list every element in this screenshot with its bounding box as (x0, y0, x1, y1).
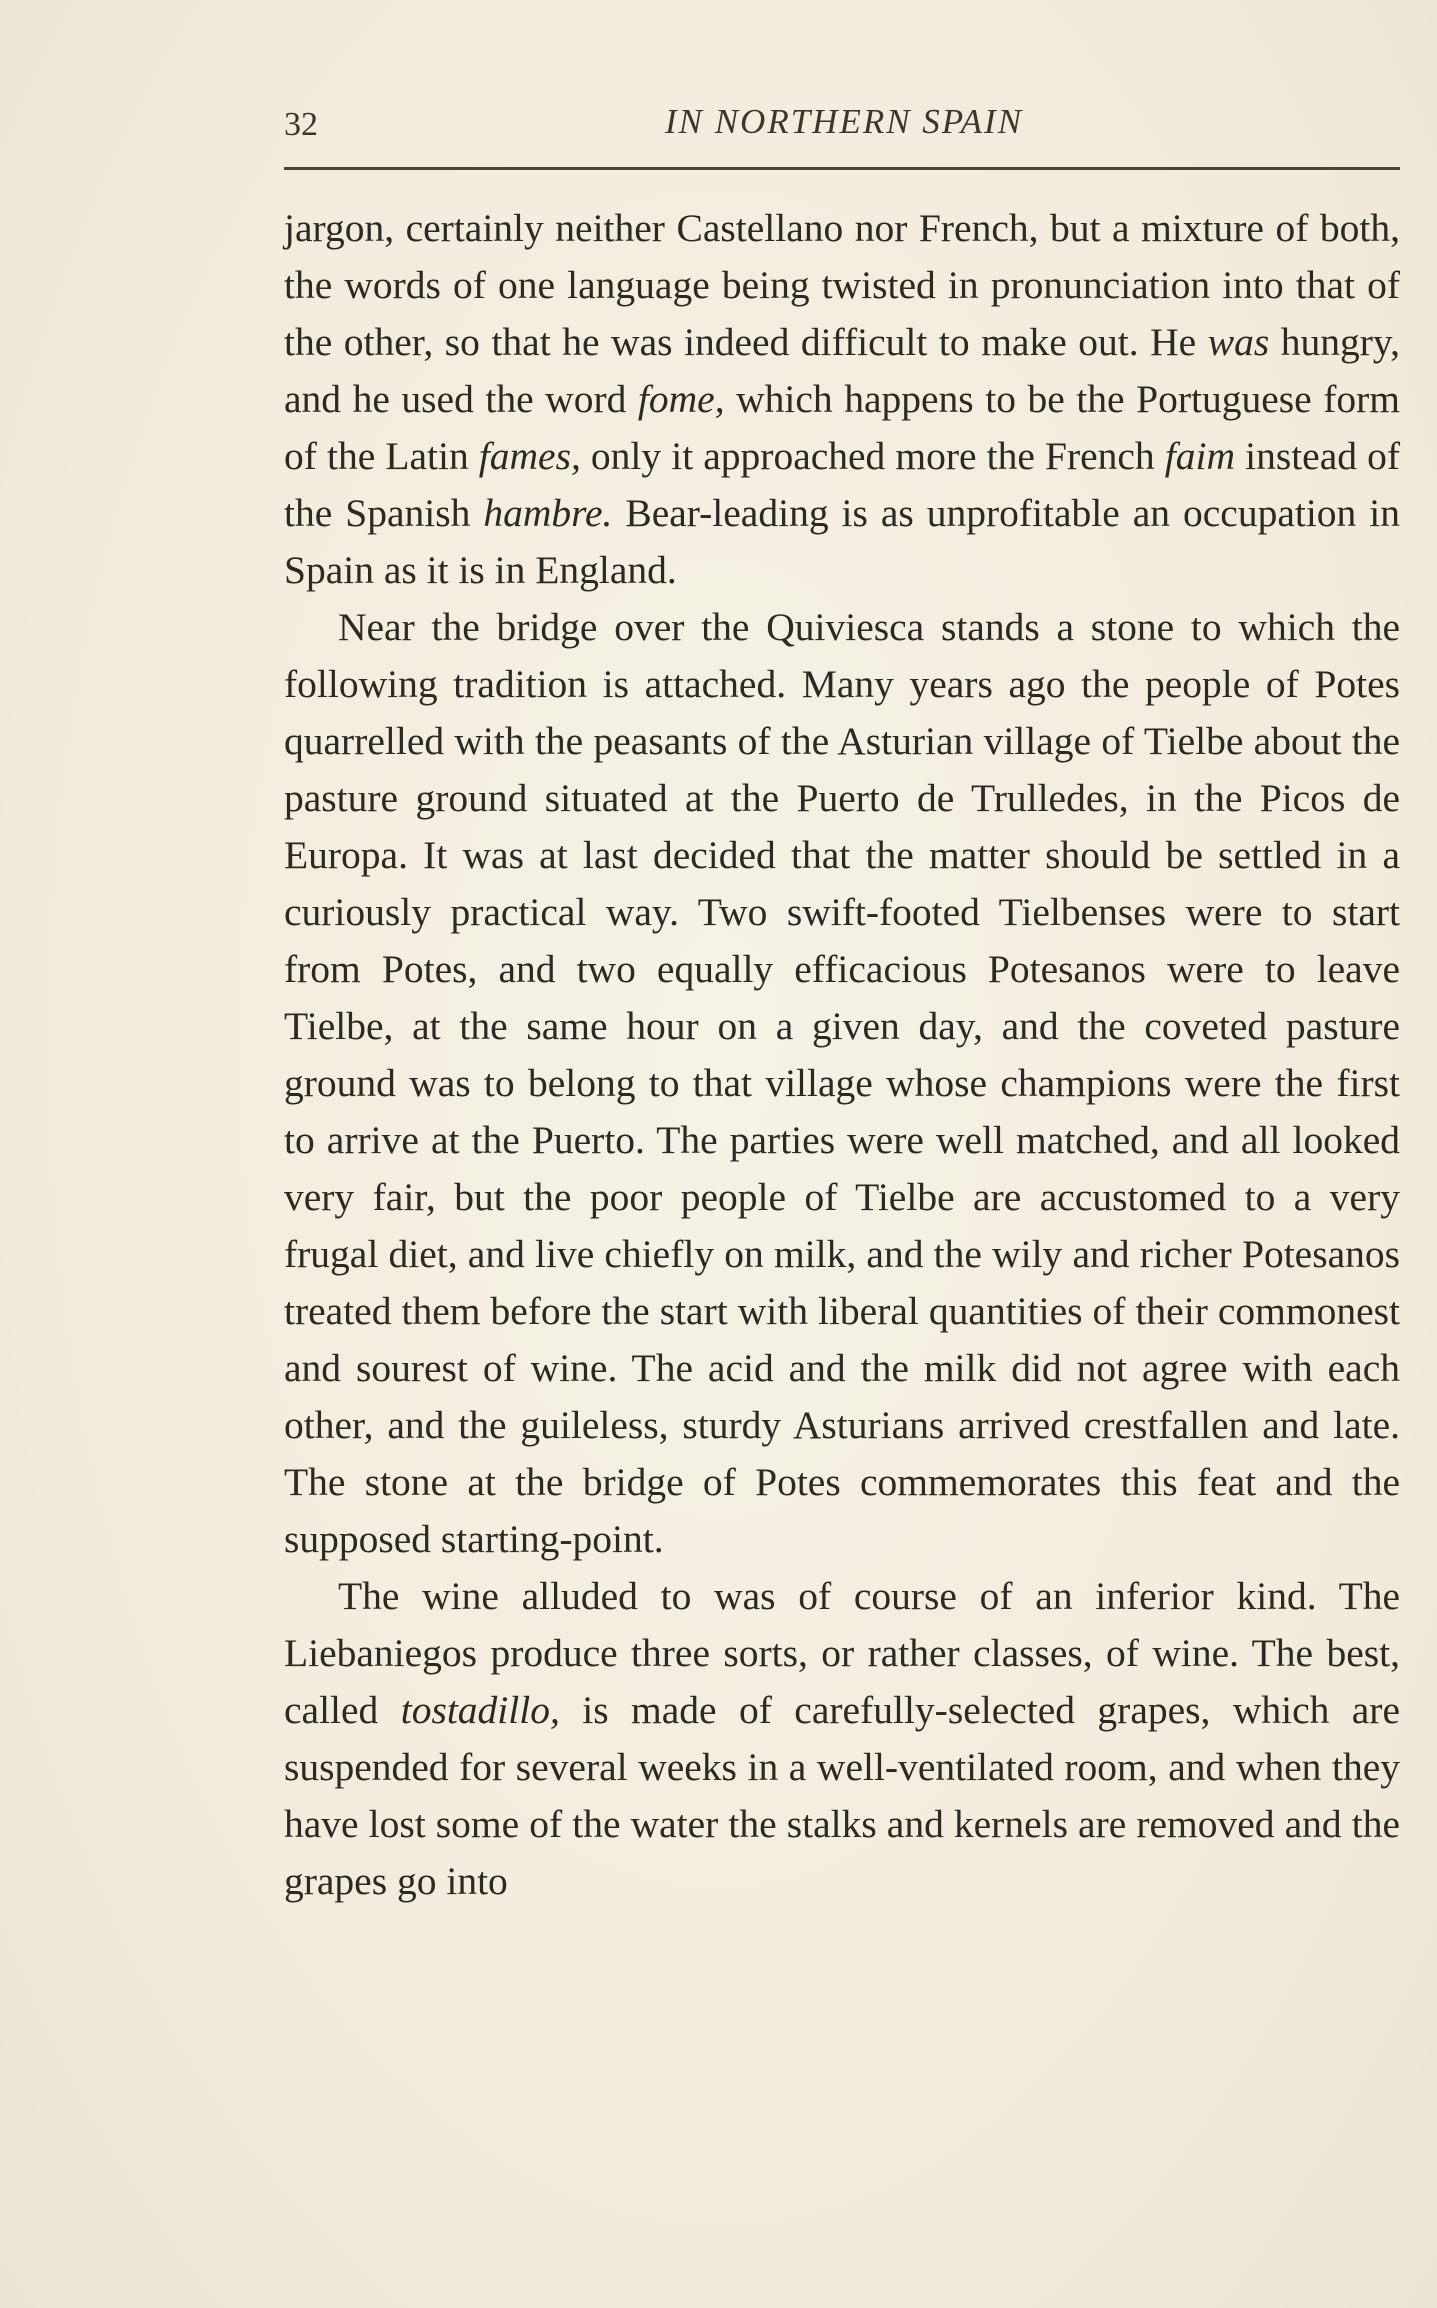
italic-word-fames: fames, (478, 434, 581, 478)
text-run: which happens to be the Portuguese form of the Latin (284, 377, 1401, 478)
text-run: Bear-leading is as unprofitable an occupation in Spain as it is in England. (284, 491, 1400, 592)
text-run: The wine alluded to was of course of an inferior kind. The Liebaniegos produce three sorts, or rather classes, of wine. The best, called (284, 1574, 1400, 1732)
text-run: hungry, and he used the word (284, 320, 1400, 421)
italic-word-tostadillo: tostadillo, (400, 1688, 560, 1732)
italic-word-fome: fome, (637, 377, 725, 421)
italic-word-was: was (1207, 320, 1270, 364)
text-run: only it approached more the French (580, 434, 1165, 478)
paragraph-2 (284, 599, 1400, 1568)
italic-word-hambre: hambre. (483, 491, 613, 535)
body-text (284, 200, 1400, 1910)
text-run: instead of the Spanish (284, 434, 1400, 535)
text-run: jargon, certainly neither Castellano nor French, but a mixture of both, the words of one language being twisted in pronunciation into that of the other, so that he was indeed difficult to make out. He (284, 206, 1400, 364)
paragraph-3 (284, 1568, 1400, 1910)
header-rule (284, 167, 1400, 170)
italic-word-faim: faim (1164, 434, 1236, 478)
text-run: is made of carefully-selected grapes, which are suspended for several weeks in a well-ventilated room, and when they have lost some of the water the stalks and kernels are removed and the grapes go into (284, 1688, 1400, 1903)
text-run: Near the bridge over the Quiviesca stands a stone to which the following tradition is attached. Many years ago the people of Potes quarrelled with the peasants of the Asturian village of Tielbe about the pasture ground situated at the Puerto de Trulledes, in the Picos de Europa. It was at last decided that the matter should be settled in a curiously practical way. Two swift-footed Tielbenses were to start from Potes, and two equally efficacious Potesanos were to leave Tielbe, at the same hour on a given day, and the coveted pasture ground was to belong to that village whose champions were the first to arrive at the Puerto. The parties were well matched, and all looked very fair, but the poor people of Tielbe are accustomed to a very frugal diet, and live chiefly on milk, and the wily and richer Potesanos treated them before the start with liberal quantities of their commonest and sourest of wine. The acid and the milk did not agree with each other, and the guileless, sturdy Asturians arrived crestfallen and late. The stone at the bridge of Potes commemorates this feat and the supposed starting-point. (284, 605, 1400, 1561)
running-title: IN NORTHERN SPAIN (664, 102, 1024, 141)
paragraph-1 (284, 200, 1400, 599)
page-header (284, 98, 1404, 148)
page-number: 32 (284, 106, 318, 143)
